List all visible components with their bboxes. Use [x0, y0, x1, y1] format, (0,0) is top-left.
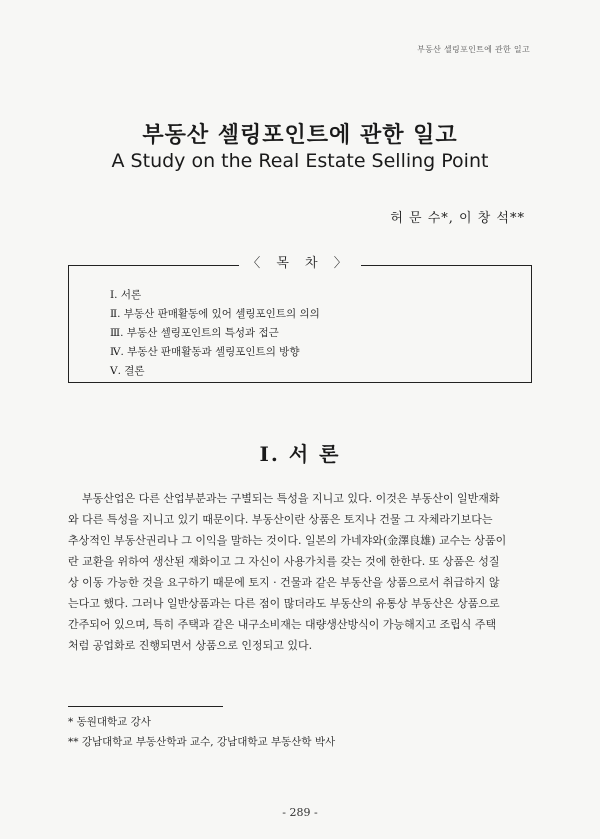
body-line: 추상적인 부동산권리나 그 이익을 말하는 것이다. 일본의 가네쟈와(金澤良雄) 교수는 상품이	[68, 534, 507, 547]
body-line: 란 교환을 위하여 생산된 재화이고 그 자신이 사용가치를 갖는 것에 한한다. 또 상품은 성질	[68, 555, 500, 568]
body-line: 상 이동 가능한 것을 요구하기 때문에 토지 · 건물과 같은 부동산을 상품으로서 취급하지 않	[68, 576, 500, 589]
toc-list	[110, 286, 320, 381]
body-line: 는다고 했다. 그러나 일반상품과는 다른 점이 많더라도 부동산의 유통상 부동산은 상품으로	[68, 597, 500, 610]
toc-item: Ⅳ. 부동산 판매활동과 셀링포인트의 방향	[110, 346, 300, 358]
toc-item: Ⅲ. 부동산 셀링포인트의 특성과 접근	[110, 327, 279, 339]
body-line: 간주되어 있으며, 특히 주택과 같은 내구소비재는 대량생산방식이 가능해지고 조립식 주택	[68, 618, 497, 631]
toc-item: Ⅱ. 부동산 판매활동에 있어 셀링포인트의 의의	[110, 308, 320, 320]
running-head: 부동산 셀링포인트에 관한 일고	[417, 45, 530, 54]
toc-heading-wrap	[0, 252, 600, 271]
toc-item: Ⅴ. 결론	[110, 365, 145, 377]
toc-heading: 〈 목 차 〉	[239, 256, 361, 271]
toc-item: Ⅰ. 서론	[110, 289, 142, 301]
footnote-divider	[68, 706, 223, 707]
footnotes	[68, 712, 335, 752]
section-heading: Ⅰ. 서 론	[259, 442, 341, 466]
page-number: - 289 -	[282, 806, 318, 819]
title-korean: 부동산 셀링포인트에 관한 일고	[142, 122, 458, 148]
body-line: 부동산업은 다른 산업부분과는 구별되는 특성을 지니고 있다. 이것은 부동산이 일반재화	[82, 492, 500, 505]
body-line: 처럼 공업화로 진행되면서 상품으로 인정되고 있다.	[68, 639, 313, 652]
body-paragraph	[68, 488, 532, 656]
author-line: 허 문 수*, 이 창 석**	[390, 211, 525, 226]
footnote: ** 강남대학교 부동산학과 교수, 강남대학교 부동산학 박사	[68, 736, 336, 748]
title-english: A Study on the Real Estate Selling Point	[111, 150, 489, 172]
footnote: * 동원대학교 강사	[68, 716, 151, 728]
body-line: 와 다른 특성을 지니고 있기 때문이다. 부동산이란 상품은 토지나 건물 그 자체라기보다는	[68, 513, 493, 526]
